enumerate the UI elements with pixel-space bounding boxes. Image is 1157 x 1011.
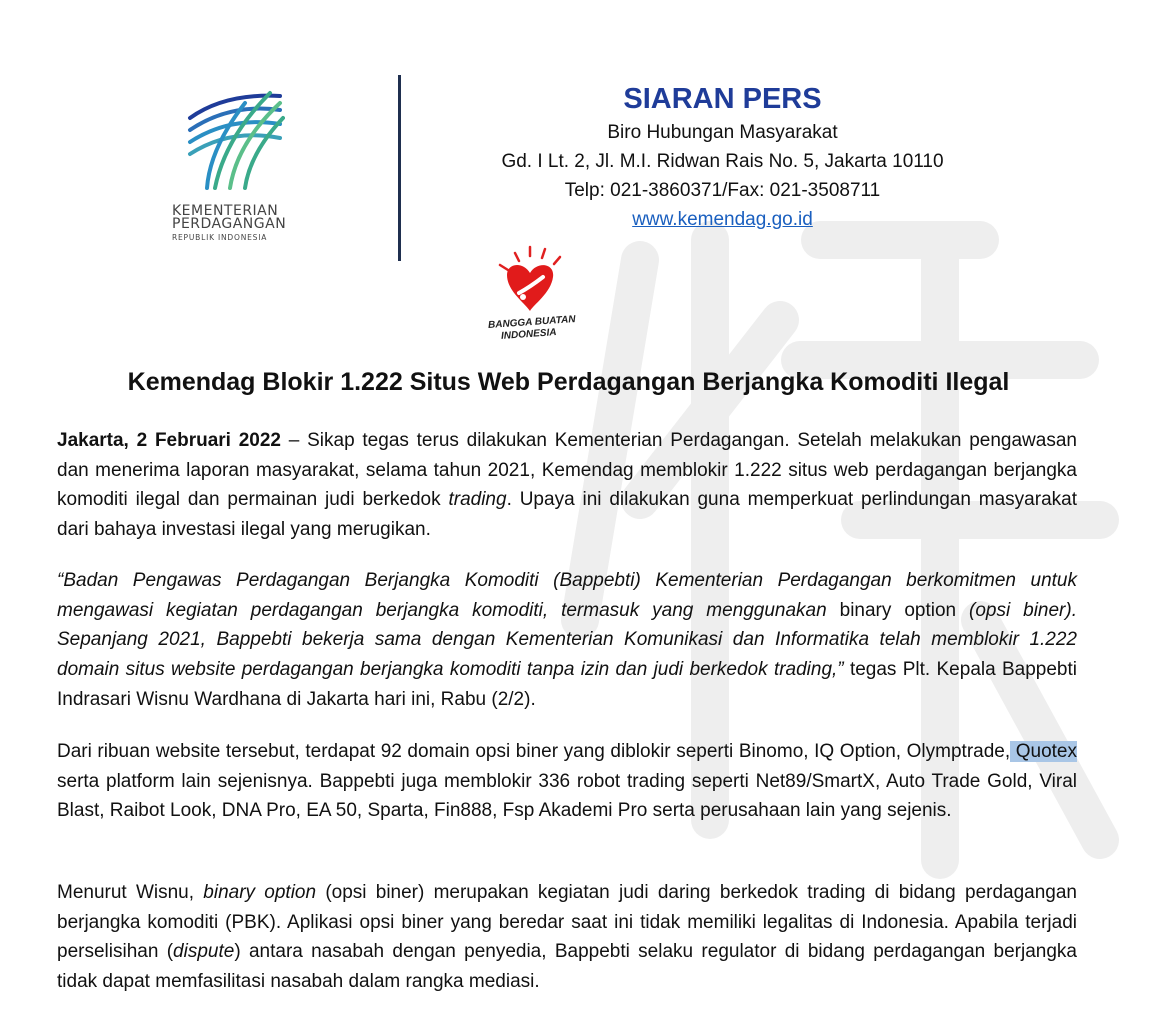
p1-italic: trading [448,489,507,511]
press-title: SIARAN PERS [623,83,822,115]
kemendag-emblem-icon [185,88,285,193]
p2-quote-a: “Badan Pengawas Perdagangan Berjangka Komoditi (Bappebti) Kementerian Perdagangan berkomitmen untuk mengawasi kegiatan perdagangan berjangka komoditi, termasuk yang menggunakan [57,570,1077,621]
paragraph-2 [57,566,1077,715]
website-link[interactable]: www.kemendag.go.id [632,209,813,230]
p1-text-a: – Sikap tegas terus dilakukan Kementerian Perdagangan. Setelah melakukan pengawasan dan menerima laporan masyarakat, selama tahun 2021, Kemendag memblokir 1.222 situs web perdagangan berjangka komoditi ilegal dan permainan judi berkedok [57,430,1077,511]
p4-italic-a: binary option [203,882,317,903]
heart-icon [485,245,590,320]
bangga-buatan-indonesia-logo [485,245,590,345]
p4-text-c: ) antara nasabah dengan penyedia, Bappebti selaku regulator di bidang perdagangan berjangka tidak dapat memfasilitasi nasabah dalam rangka mediasi. [57,941,1077,993]
p4-text-b: (opsi biner) merupakan kegiatan judi daring berkedok trading di bidang perdagangan berjangka komoditi (PBK). Aplikasi opsi biner yang beredar saat ini tidak memiliki legalitas di Indonesia. Apabila terjadi perselisihan ( [57,882,1077,963]
p4-italic-b: dispute [173,941,235,963]
header-divider [398,75,401,261]
headline: Kemendag Blokir 1.222 Situs Web Perdagangan Berjangka Komoditi Ilegal [127,368,1010,396]
bangga-line-1: BANGGA BUATAN [487,313,576,332]
p1-text-b: . Upaya ini dilakukan guna memperkuat perlindungan masyarakat dari bahaya investasi ilegal yang merugikan. [57,489,1077,541]
p3-text-a: Dari ribuan website tersebut, terdapat 92 domain opsi biner yang diblokir seperti Binomo, IQ Option, Olymptrade, [57,741,1011,762]
highlighted-text[interactable]: Quotex [1010,741,1077,762]
logo-line-2: PERDAGANGAN [172,216,287,232]
logo-line-1: KEMENTERIAN [172,203,279,219]
paragraph-1 [57,426,1077,545]
p2-quote-b: (opsi biner). Sepanjang 2021, Bappebti bekerja sama dengan Kementerian Komunikasi dan Informatika telah memblokir 1.222 domain situs website perdagangan berjangka komoditi tanpa izin dan judi berkedok trading,” [57,599,1077,681]
press-phone: Telp: 021-3860371/Fax: 021-3508711 [564,180,881,201]
press-header [430,80,1015,234]
p2-plain-term: binary option [826,599,970,621]
p4-text-a: Menurut Wisnu, [57,882,204,903]
paragraph-4 [57,878,1077,997]
p2-text-c: tegas Plt. Kepala Bappebti Indrasari Wisnu Wardhana di Jakarta hari ini, Rabu (2/2). [57,659,1077,710]
p3-text-b: serta platform lain sejenisnya. Bappebti juga memblokir 336 robot trading seperti Net89/SmartX, Auto Trade Gold, Viral Blast, Raibot Look, DNA Pro, EA 50, Sparta, Fin888, Fsp Akademi Pro serta perusahaan lain yang sejenis. [57,770,1077,822]
press-address: Gd. I Lt. 2, Jl. M.I. Ridwan Rais No. 5, Jakarta 10110 [501,151,944,172]
press-bureau: Biro Hubungan Masyarakat [607,122,838,143]
logo-line-3: REPUBLIK INDONESIA [172,233,268,242]
bangga-line-2: INDONESIA [500,327,557,342]
dateline: Jakarta, 2 Februari 2022 [57,430,281,451]
paragraph-3 [57,737,1077,826]
